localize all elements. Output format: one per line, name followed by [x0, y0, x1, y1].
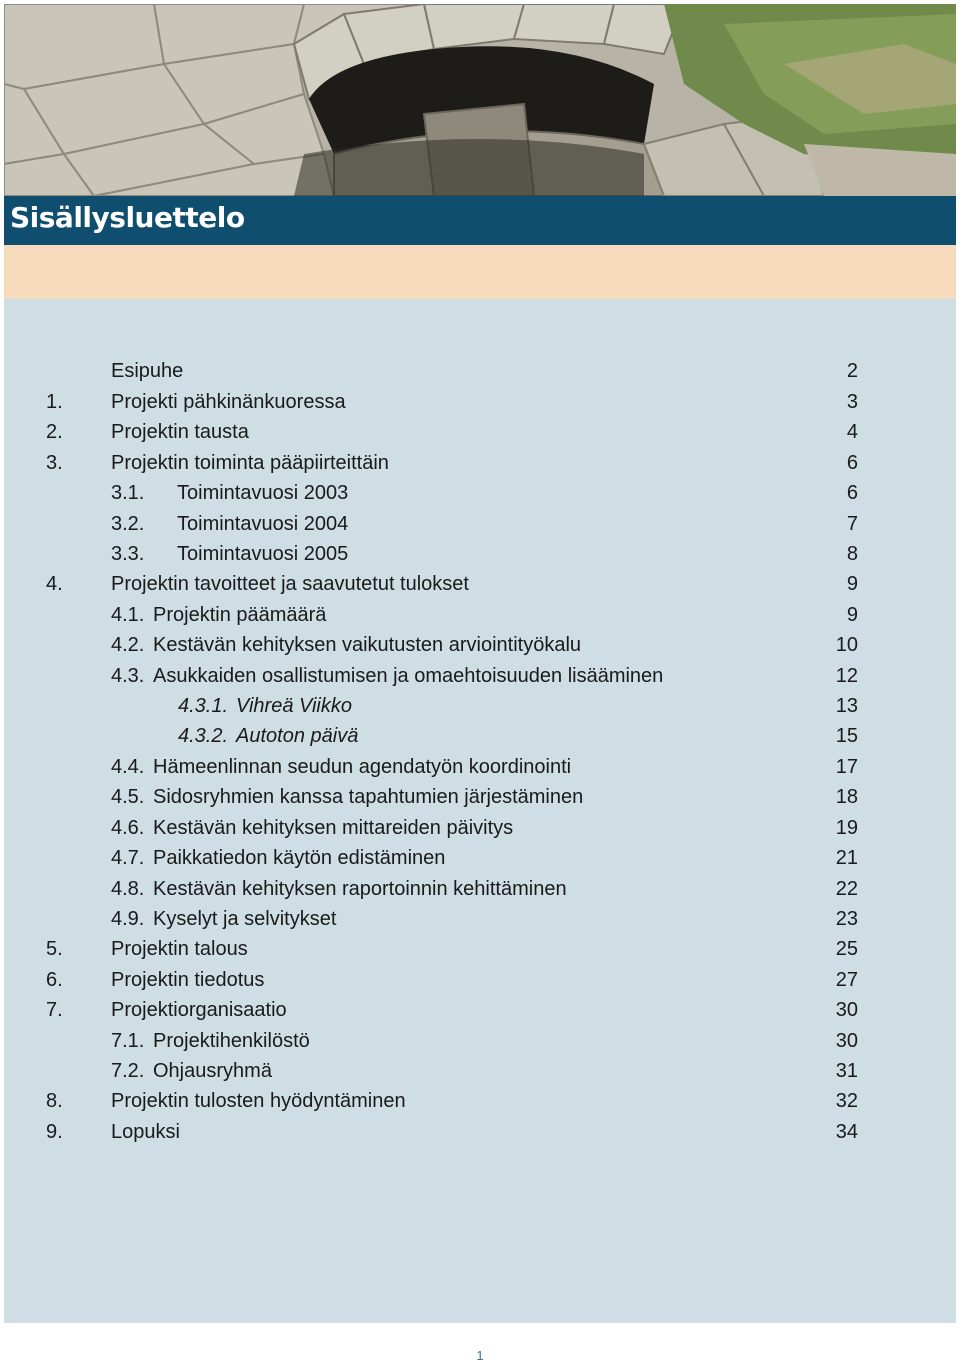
toc-number: 4.1. — [111, 604, 145, 626]
toc-title: Asukkaiden osallistumisen ja omaehtoisuuden lisääminen — [153, 665, 664, 687]
header-photo — [4, 4, 956, 196]
toc-page: 22 — [835, 878, 858, 900]
toc-page: 23 — [835, 908, 858, 930]
toc-page: 17 — [835, 756, 858, 778]
toc-number: 7.1. — [111, 1030, 145, 1052]
toc-page: 19 — [835, 817, 858, 839]
toc-number: 6. — [46, 969, 63, 991]
toc-number: 4.3.1. — [178, 695, 229, 717]
toc-number: 4.6. — [111, 817, 145, 839]
toc-title: Kestävän kehityksen vaikutusten arviointityökalu — [153, 634, 582, 656]
toc-entry[interactable] — [4, 569, 956, 599]
toc-entry[interactable] — [4, 478, 956, 508]
toc-entry[interactable] — [4, 1117, 956, 1147]
toc-title: Projekti pähkinänkuoressa — [111, 391, 346, 413]
toc-entry[interactable] — [4, 995, 956, 1025]
toc-number: 4.3.2. — [178, 725, 229, 747]
toc-number: 8. — [46, 1090, 63, 1112]
toc-title: Kestävän kehityksen raportoinnin kehittäminen — [153, 878, 567, 900]
toc-page: 6 — [846, 482, 858, 504]
toc-page: 34 — [835, 1121, 858, 1143]
toc-entry[interactable] — [4, 600, 956, 630]
toc-panel — [4, 299, 956, 1323]
toc-page: 7 — [846, 513, 858, 535]
toc-page: 21 — [835, 847, 858, 869]
toc-title: Projektin tulosten hyödyntäminen — [111, 1090, 406, 1112]
toc-title: Autoton päivä — [236, 725, 359, 747]
toc-entry[interactable] — [4, 448, 956, 478]
toc-entry[interactable] — [4, 1056, 956, 1086]
toc-number: 3.2. — [111, 513, 145, 535]
toc-entry[interactable] — [4, 874, 956, 904]
toc-title: Projektin tausta — [111, 421, 249, 443]
toc-entry[interactable] — [4, 934, 956, 964]
toc-title: Projektin talous — [111, 938, 248, 960]
toc-title: Hämeenlinnan seudun agendatyön koordinointi — [153, 756, 572, 778]
toc-title: Lopuksi — [111, 1121, 180, 1143]
toc-entry[interactable] — [4, 721, 956, 751]
toc-page: 31 — [835, 1060, 858, 1082]
toc-page: 10 — [835, 634, 858, 656]
toc-page: 3 — [846, 391, 858, 413]
toc-page: 27 — [835, 969, 858, 991]
toc-number: 3. — [46, 452, 63, 474]
toc-number: 3.3. — [111, 543, 145, 565]
toc-entry[interactable] — [4, 691, 956, 721]
toc-number: 4.8. — [111, 878, 145, 900]
toc-page: 18 — [835, 786, 858, 808]
toc-entry[interactable] — [4, 904, 956, 934]
toc-page: 30 — [835, 999, 858, 1021]
toc-number: 4.4. — [111, 756, 145, 778]
toc-page: 12 — [835, 665, 858, 687]
toc-page: 9 — [846, 604, 858, 626]
toc-page: 15 — [835, 725, 858, 747]
toc-page: 13 — [835, 695, 858, 717]
toc-entry[interactable] — [4, 782, 956, 812]
toc-title: Sidosryhmien kanssa tapahtumien järjestäminen — [153, 786, 584, 808]
toc-entry[interactable] — [4, 813, 956, 843]
toc-title: Kyselyt ja selvitykset — [153, 908, 337, 930]
toc-page: 8 — [846, 543, 858, 565]
toc-entry[interactable] — [4, 539, 956, 569]
toc-entry[interactable] — [4, 843, 956, 873]
toc-title: Projektin päämäärä — [153, 604, 327, 626]
toc-number: 4.9. — [111, 908, 145, 930]
toc-number: 5. — [46, 938, 63, 960]
toc-number: 1. — [46, 391, 63, 413]
toc-title: Projektin tavoitteet ja saavutetut tulokset — [111, 573, 469, 595]
toc-number: 7. — [46, 999, 63, 1021]
toc-title: Toimintavuosi 2005 — [177, 543, 349, 565]
toc-page: 6 — [846, 452, 858, 474]
toc-page: 2 — [846, 360, 858, 382]
toc-title: Projektiorganisaatio — [111, 999, 287, 1021]
toc-page: 9 — [846, 573, 858, 595]
toc-title: Esipuhe — [111, 360, 184, 382]
toc-title: Kestävän kehityksen mittareiden päivitys — [153, 817, 514, 839]
toc-number: 4. — [46, 573, 63, 595]
toc-entry[interactable] — [4, 752, 956, 782]
toc-number: 7.2. — [111, 1060, 145, 1082]
toc-entry[interactable] — [4, 630, 956, 660]
toc-entry[interactable] — [4, 1026, 956, 1056]
toc-page: 30 — [835, 1030, 858, 1052]
page-number: 1 — [476, 1348, 484, 1363]
toc-entry[interactable] — [4, 509, 956, 539]
toc-number: 4.3. — [111, 665, 145, 687]
toc-entry[interactable] — [4, 387, 956, 417]
toc-page: 25 — [835, 938, 858, 960]
toc-number: 4.7. — [111, 847, 145, 869]
toc-page: 4 — [846, 421, 858, 443]
toc-title: Paikkatiedon käytön edistäminen — [153, 847, 446, 869]
title-bar — [4, 196, 956, 245]
toc-title: Projektin tiedotus — [111, 969, 265, 991]
toc-entry[interactable] — [4, 1086, 956, 1116]
toc-number: 9. — [46, 1121, 63, 1143]
toc-page: 32 — [835, 1090, 858, 1112]
toc-number: 3.1. — [111, 482, 145, 504]
toc-title: Projektihenkilöstö — [153, 1030, 310, 1052]
decorative-band — [4, 245, 956, 299]
toc-entry[interactable] — [4, 965, 956, 995]
page-title: Sisällysluettelo — [10, 201, 245, 234]
toc-number: 2. — [46, 421, 63, 443]
toc-title: Ohjausryhmä — [153, 1060, 272, 1082]
toc-entry[interactable] — [4, 417, 956, 447]
toc-number: 4.2. — [111, 634, 145, 656]
toc-entry[interactable] — [4, 356, 956, 386]
toc-entry[interactable] — [4, 661, 956, 691]
toc-number: 4.5. — [111, 786, 145, 808]
toc-title: Toimintavuosi 2003 — [177, 482, 349, 504]
toc-title: Vihreä Viikko — [236, 695, 352, 717]
toc-title: Toimintavuosi 2004 — [177, 513, 349, 535]
toc-title: Projektin toiminta pääpiirteittäin — [111, 452, 389, 474]
